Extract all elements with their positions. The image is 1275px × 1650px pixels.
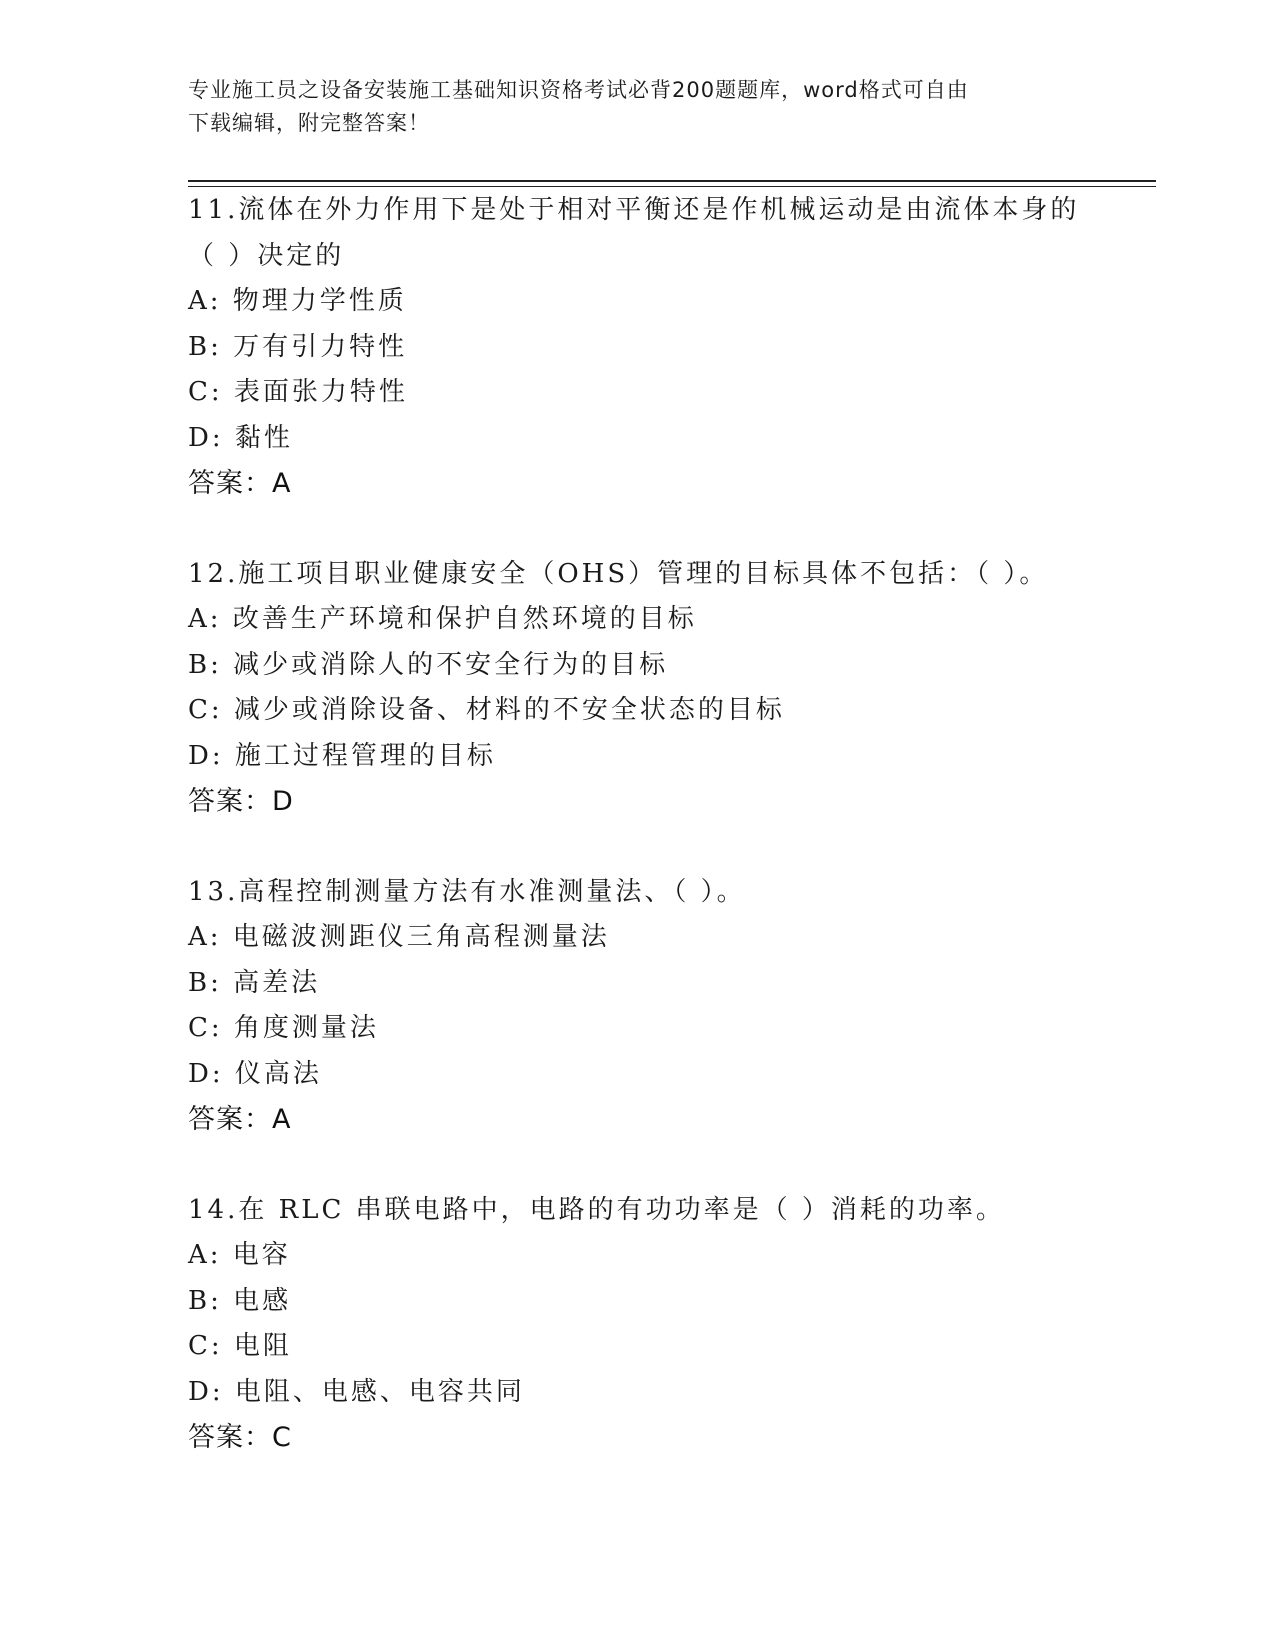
question-stem: 12.施工项目职业健康安全（OHS）管理的目标具体不包括：（ ）。 [188,558,1049,589]
option-c: C: 减少或消除设备、材料的不安全状态的目标 [188,695,785,725]
option-d: D: 电阻、电感、电容共同 [188,1376,525,1407]
answer-line: 答案：C [188,1422,292,1453]
option-b: B: 高差法 [188,967,321,998]
question-13 [188,870,1148,1143]
question-12 [188,552,1148,825]
option-b: B: 电感 [188,1285,292,1316]
option-a: A: 改善生产环境和保护自然环境的目标 [188,604,697,634]
option-c: C: 角度测量法 [188,1013,379,1043]
header-rule-thick [188,180,1156,182]
question-11 [188,188,1148,507]
question-stem: 11.流体在外力作用下是处于相对平衡还是作机械运动是由流体本身的 [188,195,1080,225]
option-b: B: 减少或消除人的不安全行为的目标 [188,649,669,680]
answer-line: 答案：D [188,786,294,817]
question-list [188,188,1148,1506]
document-header [188,74,1088,140]
option-c: C: 电阻 [188,1331,292,1361]
option-a: A: 物理力学性质 [188,286,407,316]
option-c: C: 表面张力特性 [188,377,408,407]
answer-line: 答案：A [188,468,292,499]
option-d: D: 黏性 [188,422,293,453]
header-rule-thin [188,186,1156,187]
option-a: A: 电容 [188,1240,291,1270]
option-a: A: 电磁波测距仪三角高程测量法 [188,922,610,952]
question-stem: 13.高程控制测量方法有水准测量法、（ ）。 [188,876,746,907]
question-stem: 14.在 RLC 串联电路中，电路的有功功率是（ ）消耗的功率。 [188,1194,1005,1225]
option-b: B: 万有引力特性 [188,331,408,362]
answer-line: 答案：A [188,1104,292,1135]
question-14 [188,1188,1148,1461]
header-line-2: 下载编辑，附完整答案！ [188,111,430,135]
option-d: D: 仪高法 [188,1058,322,1089]
option-d: D: 施工过程管理的目标 [188,740,496,771]
header-line-1: 专业施工员之设备安装施工基础知识资格考试必背200题题库，word格式可自由 [188,78,969,102]
question-stem-continued: （ ）决定的 [188,240,345,271]
